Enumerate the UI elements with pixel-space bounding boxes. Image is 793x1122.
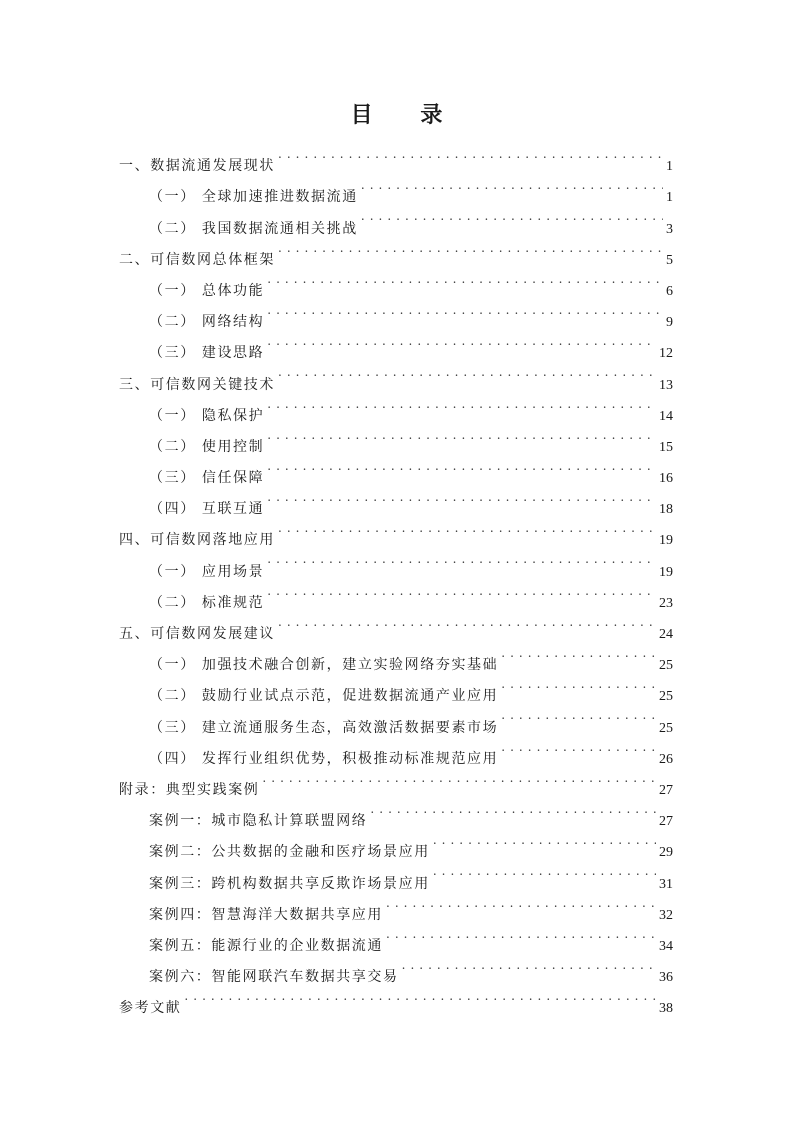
toc-page-number: 18 (659, 502, 673, 518)
table-of-contents (119, 139, 673, 1017)
toc-entry-label: 参考文献 (119, 1000, 182, 1017)
toc-page-number: 34 (659, 938, 673, 954)
toc-entry-label: （一） 总体功能 (149, 282, 265, 299)
dot-leader (267, 576, 656, 607)
toc-page-number: 1 (666, 190, 673, 206)
toc-entry-label: （四） 发挥行业组织优势，积极推动标准规范应用 (149, 750, 499, 767)
toc-page-number: 25 (659, 689, 673, 705)
toc-page-number: 26 (659, 751, 673, 767)
dot-leader (278, 233, 663, 264)
toc-entry-label: （二） 网络结构 (149, 314, 265, 331)
toc-page-number: 13 (659, 377, 673, 393)
dot-leader (501, 638, 656, 669)
toc-page-number: 6 (666, 283, 673, 299)
dot-leader (278, 357, 656, 388)
toc-entry-label: （二） 使用控制 (149, 438, 265, 455)
dot-leader (267, 295, 663, 326)
dot-leader (267, 264, 663, 295)
dot-leader (501, 669, 656, 700)
dot-leader (386, 919, 656, 950)
dot-leader (267, 420, 656, 451)
toc-page-number: 3 (666, 221, 673, 237)
toc-page-number: 31 (659, 876, 673, 892)
toc-entry-label: 案例三：跨机构数据共享反欺诈场景应用 (149, 875, 430, 892)
toc-page-number: 29 (659, 845, 673, 861)
dot-leader (386, 888, 656, 919)
toc-entry-label: （一） 隐私保护 (149, 407, 265, 424)
toc-entry-label: （一） 应用场景 (149, 563, 265, 580)
dot-leader (278, 607, 656, 638)
toc-entry-label: 五、可信数网发展建议 (119, 626, 275, 642)
dot-leader (267, 326, 656, 357)
dot-leader (361, 201, 663, 232)
dot-leader (433, 825, 656, 856)
toc-page-number: 5 (666, 252, 673, 268)
toc-entry-label: （二） 鼓励行业试点示范，促进数据流通产业应用 (149, 688, 499, 705)
toc-page-number: 9 (666, 315, 673, 331)
toc-entry-label: （三） 建设思路 (149, 345, 265, 362)
toc-entry-label: （二） 标准规范 (149, 594, 265, 611)
dot-leader (361, 170, 663, 201)
dot-leader (501, 732, 656, 763)
toc-entry-label: （三） 信任保障 (149, 470, 265, 487)
toc-page-number: 1 (666, 159, 673, 175)
toc-page-number: 16 (659, 471, 673, 487)
toc-entry-label: 案例一：城市隐私计算联盟网络 (149, 813, 368, 830)
toc-entry-label: 二、可信数网总体框架 (119, 251, 275, 268)
toc-page-number: 25 (659, 658, 673, 674)
toc-entry-label: 案例二：公共数据的金融和医疗场景应用 (149, 844, 430, 861)
dot-leader (267, 451, 656, 482)
toc-page-number: 24 (659, 627, 673, 642)
toc-entry-label: 四、可信数网落地应用 (119, 532, 275, 549)
dot-leader (278, 513, 656, 544)
dot-leader (184, 981, 656, 1012)
toc-entry-label: （一） 全球加速推进数据流通 (149, 189, 358, 206)
dot-leader (262, 763, 656, 794)
toc-page-number: 38 (659, 1001, 673, 1017)
dot-leader (501, 700, 656, 731)
toc-page-number: 23 (659, 595, 673, 611)
toc-entry-label: （二） 我国数据流通相关挑战 (149, 220, 358, 237)
toc-entry-label: （四） 互联互通 (149, 501, 265, 518)
toc-page-number: 36 (659, 970, 673, 986)
toc-entry-label: （一） 加强技术融合创新，建立实验网络夯实基础 (149, 657, 499, 674)
toc-page-number: 27 (659, 814, 673, 830)
toc-page-number: 25 (659, 720, 673, 736)
toc-page-number: 14 (659, 408, 673, 424)
dot-leader (370, 794, 656, 825)
toc-page-number: 19 (659, 564, 673, 580)
toc-entry-label: 案例六：智能网联汽车数据共享交易 (149, 969, 399, 986)
toc-page-number: 19 (659, 533, 673, 549)
toc-page-number: 27 (659, 782, 673, 798)
dot-leader (267, 482, 656, 513)
dot-leader (267, 389, 656, 420)
toc-entry-label: 案例四：智慧海洋大数据共享应用 (149, 906, 383, 923)
toc-page-number: 12 (659, 346, 673, 362)
toc-entry-label: （三） 建立流通服务生态，高效激活数据要素市场 (149, 719, 499, 736)
page-title: 目 录 (350, 103, 463, 128)
toc-entry-label: 案例五：能源行业的企业数据流通 (149, 937, 383, 954)
toc-entry-label: 三、可信数网关键技术 (119, 376, 275, 393)
toc-entry-label: 一、数据流通发展现状 (119, 158, 275, 175)
toc-page-number: 32 (659, 907, 673, 923)
dot-leader (433, 856, 656, 887)
toc-entry[interactable] (119, 981, 673, 1017)
toc-page-number: 15 (659, 439, 673, 455)
dot-leader (267, 544, 656, 575)
toc-entry[interactable] (119, 139, 673, 175)
dot-leader (278, 139, 663, 170)
toc-entry-label: 附录：典型实践案例 (119, 781, 260, 798)
dot-leader (402, 950, 656, 981)
